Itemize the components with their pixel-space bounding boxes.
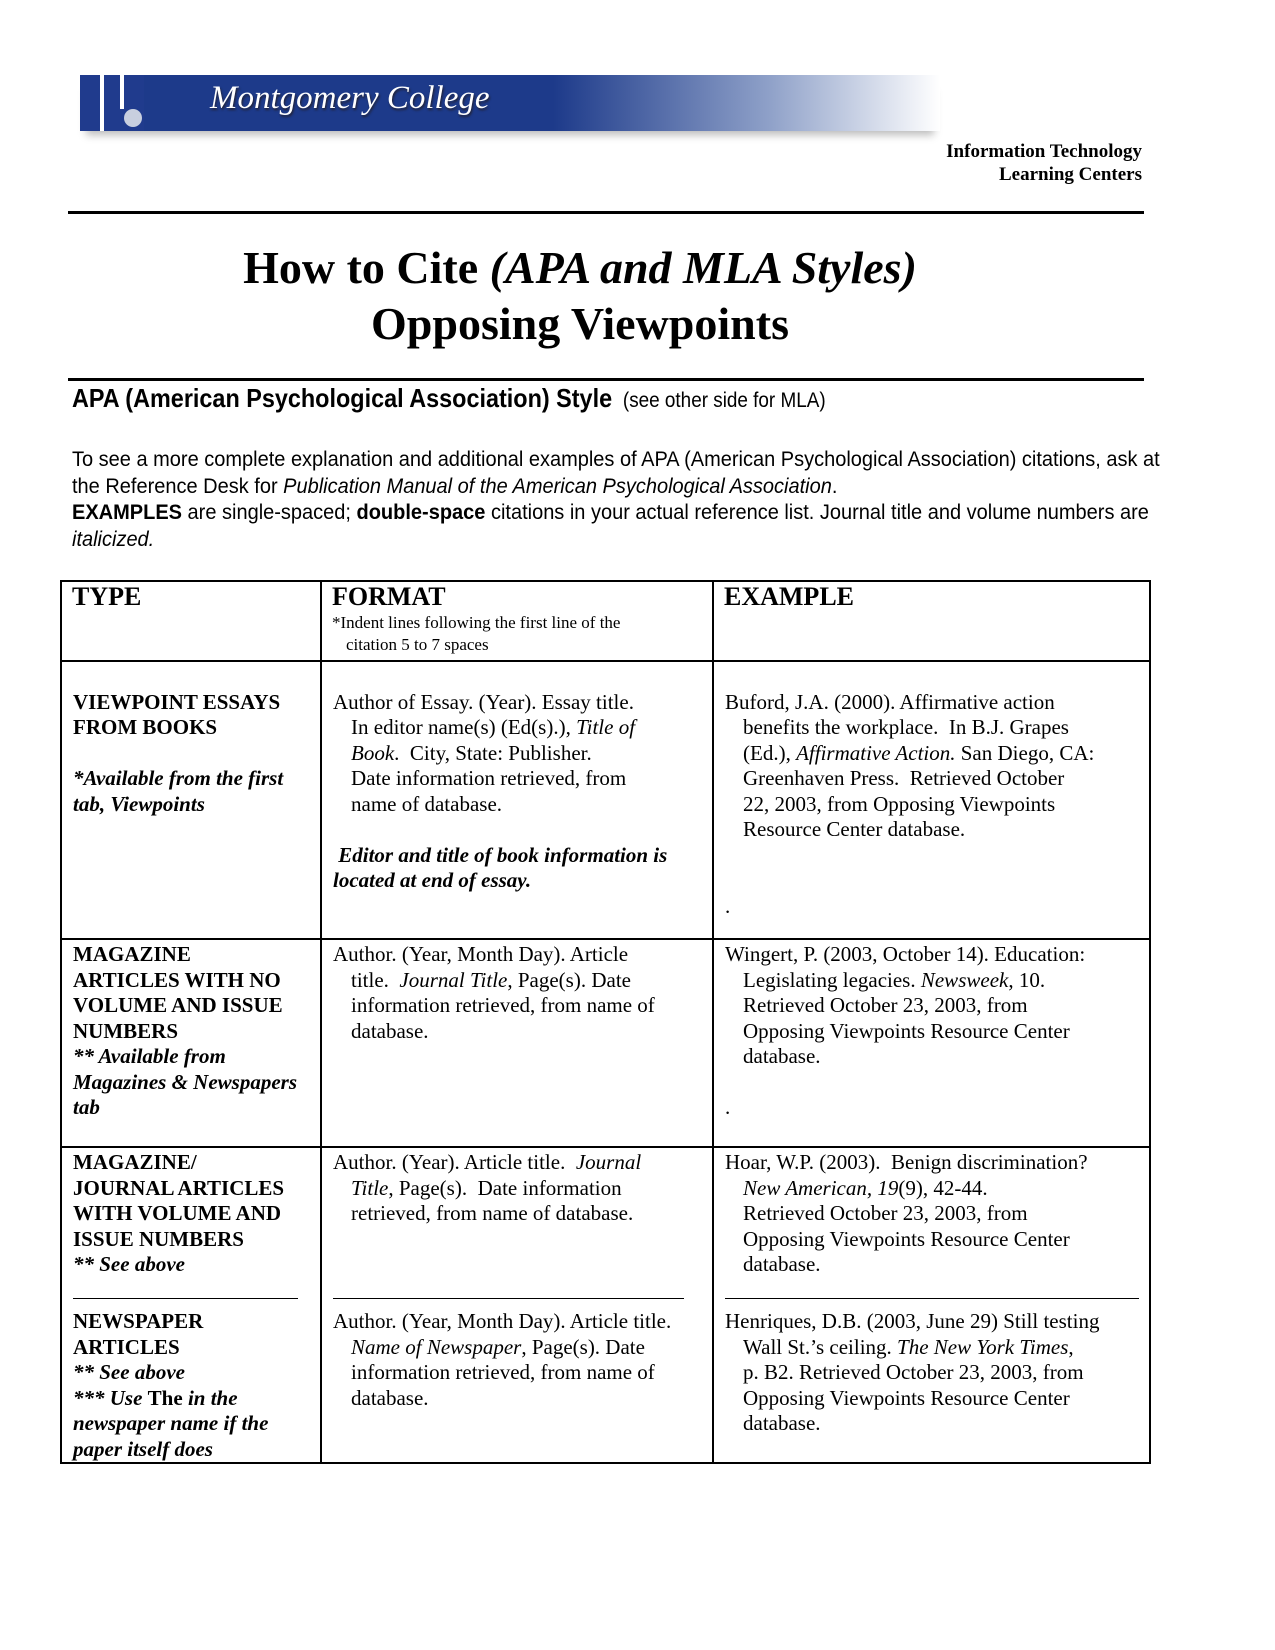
example-cell [713, 661, 1150, 939]
text-line [725, 664, 1139, 690]
text-segment: . [725, 1095, 731, 1119]
text-line [73, 1044, 310, 1070]
text-segment: Title [351, 1175, 389, 1200]
text-line [725, 1386, 1139, 1412]
text-segment: Author. (Year, Month Day). Article [333, 942, 629, 966]
text-segment: double-space [356, 500, 486, 524]
text-segment: Journal Title [399, 967, 508, 992]
text-line [73, 1411, 310, 1437]
text-line [73, 715, 310, 741]
text-segment: retrieved, from name of database. [351, 1201, 634, 1225]
text-segment: benefits the workplace. In B.J. Grapes [743, 715, 1069, 739]
text-segment: database. [743, 1044, 821, 1068]
text-segment: New American, 19 [743, 1175, 899, 1200]
header-format-label: FORMAT [332, 582, 446, 611]
text-segment [725, 843, 730, 867]
text-segment [333, 817, 338, 841]
text-line [73, 1386, 310, 1412]
text-segment: Book [351, 740, 395, 765]
text-segment: information retrieved, from name of [351, 1360, 655, 1384]
text-line [725, 741, 1139, 767]
format-newspaper [333, 1309, 702, 1411]
text-segment: (Ed.), [743, 740, 797, 765]
text-segment: WITH VOLUME AND [73, 1201, 282, 1225]
text-line [725, 1150, 1139, 1176]
text-segment: In editor name(s) (Ed(s).), [351, 715, 577, 739]
text-line [333, 1309, 702, 1335]
text-segment: italicized. [72, 526, 155, 551]
text-segment: Affirmative Action. [796, 740, 956, 765]
example-cell [713, 939, 1150, 1147]
text-line [72, 473, 1086, 500]
text-segment: ARTICLES [73, 1334, 180, 1359]
text-segment: paper itself does [73, 1436, 213, 1461]
example-cell [713, 1147, 1150, 1463]
text-segment: p. B2. Retrieved October 23, 2003, from [743, 1360, 1084, 1384]
text-segment: name of database. [351, 791, 503, 816]
text-segment: the Reference Desk for [72, 473, 284, 498]
text-segment: NEWSPAPER [73, 1309, 204, 1333]
text-line [725, 1044, 1139, 1070]
text-line [72, 526, 1086, 553]
format-note-1: *Indent lines following the first line of the [332, 613, 621, 632]
text-segment: citations in your actual reference list. Journal title and volume numbers are [485, 500, 1149, 524]
text-line [725, 1070, 1139, 1096]
text-segment: Author of Essay. (Year). Essay title. [333, 689, 634, 714]
format-note-2: citation 5 to 7 spaces [346, 635, 489, 654]
text-line [73, 942, 310, 968]
text-segment: Title of [576, 715, 636, 739]
type-magazine-journal [73, 1150, 310, 1280]
text-line [333, 817, 702, 843]
text-line [725, 715, 1139, 741]
example-magazine-journal [725, 1150, 1139, 1280]
text-segment [725, 868, 730, 892]
text-segment: , Page(s). Date [507, 967, 631, 992]
text-line [725, 894, 1139, 920]
text-segment: are single-spaced; [182, 500, 357, 524]
text-segment: Retrieved October 23, 2003, from [743, 993, 1028, 1017]
text-line [73, 1309, 310, 1335]
text-line [73, 1150, 310, 1176]
header-type: TYPE [61, 581, 321, 661]
text-line [333, 942, 702, 968]
text-segment: EXAMPLES [72, 500, 183, 524]
text-segment: database. [743, 1411, 821, 1435]
text-line [333, 868, 702, 894]
type-cell [61, 1147, 321, 1463]
text-line [333, 1360, 702, 1386]
text-segment: ** Available from [73, 1044, 226, 1068]
text-line [333, 843, 702, 869]
text-line [333, 741, 702, 767]
text-segment: JOURNAL ARTICLES [73, 1175, 285, 1200]
title-subject: Opposing Viewpoints [371, 298, 789, 349]
text-line [725, 1360, 1139, 1386]
text-line [725, 1019, 1139, 1045]
text-segment: database. [351, 1018, 429, 1043]
text-line [725, 993, 1139, 1019]
text-segment: database. [743, 1252, 821, 1276]
text-line [333, 993, 702, 1019]
text-line [333, 1176, 702, 1202]
text-line [725, 843, 1139, 869]
text-line [333, 1150, 702, 1176]
text-line [725, 690, 1139, 716]
text-line [73, 1360, 310, 1386]
text-line [333, 1019, 702, 1045]
text-line [333, 1201, 702, 1227]
text-segment: 22, 2003, from Opposing Viewpoints [743, 791, 1056, 816]
text-segment: Wingert, P. (2003, October 14). Education: [725, 942, 1086, 966]
title-plain: How to Cite [243, 242, 490, 293]
section-rule [68, 378, 1144, 381]
text-line [333, 715, 702, 741]
separator [725, 1298, 1139, 1299]
text-line [333, 968, 702, 994]
department-name [946, 140, 1142, 186]
text-line [73, 1070, 310, 1096]
format-cell [321, 939, 713, 1147]
text-line [333, 1335, 702, 1361]
text-line [73, 993, 310, 1019]
text-line [73, 1335, 310, 1361]
text-line [72, 446, 1160, 473]
format-cell [321, 661, 713, 939]
text-segment: Editor and title of book information is [333, 842, 668, 867]
text-segment: Legislating legacies. [743, 967, 921, 992]
title-italic: (APA and MLA Styles) [489, 242, 917, 293]
type-cell [61, 939, 321, 1147]
text-segment: in the [182, 1385, 238, 1410]
apa-heading-text: APA (American Psychological Association) Style [72, 383, 613, 413]
text-line [73, 1019, 310, 1045]
text-segment: FROM BOOKS [73, 715, 218, 739]
text-line [333, 690, 702, 716]
text-segment: newspaper name if the [73, 1411, 269, 1435]
text-line [73, 1201, 310, 1227]
text-segment: Opposing Viewpoints Resource Center [743, 1385, 1070, 1410]
text-segment: Author. (Year, Month Day). Article title. [333, 1309, 672, 1333]
text-segment: Retrieved October 23, 2003, from [743, 1201, 1028, 1225]
text-line [725, 1335, 1139, 1361]
text-line [73, 968, 310, 994]
text-segment: Opposing Viewpoints Resource Center [743, 1018, 1070, 1043]
department-line-1: Information Technology [946, 141, 1142, 162]
college-logo-mark [80, 75, 144, 131]
text-segment: VIEWPOINT ESSAYS [73, 689, 281, 714]
text-segment: database. [351, 1385, 429, 1410]
text-segment: ARTICLES WITH NO [73, 967, 281, 992]
text-segment: . [831, 473, 838, 498]
text-line [73, 766, 310, 792]
text-segment: MAGAZINE [73, 942, 191, 966]
text-segment: *Available from the first [73, 766, 284, 790]
text-segment: , 10. [1008, 967, 1046, 992]
text-line [725, 766, 1139, 792]
text-line [725, 942, 1139, 968]
separator [73, 1298, 298, 1299]
text-segment [73, 664, 78, 688]
text-line [73, 1227, 310, 1253]
text-line [725, 1176, 1139, 1202]
text-segment: Publication Manual of the American Psychological Association [283, 473, 832, 498]
text-segment: Name of Newspaper [351, 1334, 522, 1359]
text-line [73, 1437, 310, 1463]
text-segment [725, 664, 730, 688]
text-segment: Buford, J.A. (2000). Affirmative action [725, 689, 1055, 714]
format-cell [321, 1147, 713, 1463]
text-line [333, 792, 702, 818]
text-segment [73, 741, 78, 765]
top-rule [68, 211, 1144, 214]
text-line [73, 792, 310, 818]
type-cell [61, 661, 321, 939]
text-line [333, 664, 702, 690]
text-segment [725, 1070, 730, 1094]
text-line [73, 1095, 310, 1121]
text-line [725, 1201, 1139, 1227]
text-segment: The [147, 1385, 183, 1410]
text-line [725, 1227, 1139, 1253]
text-segment: (9), 42-44. [898, 1175, 988, 1200]
text-segment: Journal [575, 1150, 642, 1174]
text-segment: located at end of essay. [333, 868, 532, 892]
page-title [0, 240, 1160, 352]
text-segment: , [1068, 1334, 1074, 1359]
text-line [725, 817, 1139, 843]
text-line [725, 1095, 1139, 1121]
text-segment [333, 664, 338, 688]
text-segment: Hoar, W.P. (2003). Benign discrimination? [725, 1150, 1088, 1174]
apa-heading-note: (see other side for MLA) [622, 389, 826, 412]
text-line [725, 1309, 1139, 1335]
text-segment: Greenhaven Press. Retrieved October [743, 766, 1065, 790]
text-segment: title. [351, 967, 400, 992]
header-example: EXAMPLE [713, 581, 1150, 661]
text-line [725, 1252, 1139, 1278]
text-line [73, 741, 310, 767]
text-segment: VOLUME AND ISSUE [73, 993, 283, 1017]
text-segment: Magazines & Newspapers [73, 1069, 298, 1094]
text-segment: , Page(s). Date information [388, 1175, 622, 1200]
header-format [321, 581, 713, 661]
college-logo-text: Montgomery College [210, 80, 490, 116]
text-segment: tab [73, 1095, 100, 1119]
text-segment: ** See above [73, 1252, 185, 1276]
text-line [333, 1386, 702, 1412]
text-segment: Wall St.’s ceiling. [743, 1334, 898, 1359]
text-segment: Author. (Year). Article title. [333, 1150, 576, 1174]
example-newspaper [725, 1309, 1139, 1437]
type-newspaper [73, 1309, 310, 1462]
text-line [73, 690, 310, 716]
table-header-row [61, 581, 1150, 661]
text-segment: Newsweek [920, 967, 1009, 992]
text-segment: ** See above [73, 1360, 185, 1384]
text-line [72, 499, 1149, 526]
text-line [73, 1176, 310, 1202]
text-line [725, 868, 1139, 894]
text-line [73, 1252, 310, 1278]
text-line [725, 968, 1139, 994]
text-line [725, 1411, 1139, 1437]
text-segment: Opposing Viewpoints Resource Center [743, 1226, 1070, 1251]
text-segment: , Page(s). Date [521, 1334, 645, 1359]
text-segment: NUMBERS [73, 1018, 179, 1043]
text-segment: The New York Times [897, 1334, 1069, 1359]
text-line [333, 766, 702, 792]
citation-table [60, 580, 1151, 1464]
text-line [725, 792, 1139, 818]
table-row [61, 1147, 1150, 1463]
text-segment: Date information retrieved, from [351, 766, 627, 790]
table-row [61, 939, 1150, 1147]
text-segment: MAGAZINE/ [73, 1150, 197, 1174]
text-segment: . [725, 893, 731, 918]
apa-intro [72, 446, 1160, 552]
text-segment: Resource Center database. [743, 817, 966, 841]
text-segment: tab, Viewpoints [73, 791, 205, 816]
separator [333, 1298, 684, 1299]
format-magazine-journal [333, 1150, 702, 1280]
text-segment: To see a more complete explanation and additional examples of APA (American Psychological Association) citations, ask at [72, 447, 1160, 471]
text-segment: San Diego, CA: [955, 740, 1095, 765]
text-segment: ISSUE NUMBERS [73, 1226, 244, 1251]
table-row [61, 661, 1150, 939]
text-line [73, 664, 310, 690]
text-segment: information retrieved, from name of [351, 993, 655, 1017]
apa-heading [72, 383, 826, 414]
text-segment: . City, State: Publisher. [394, 740, 592, 765]
text-segment: *** Use [73, 1385, 148, 1410]
text-segment: Henriques, D.B. (2003, June 29) Still testing [725, 1309, 1100, 1333]
college-banner [80, 75, 940, 131]
department-line-2: Learning Centers [998, 164, 1142, 185]
